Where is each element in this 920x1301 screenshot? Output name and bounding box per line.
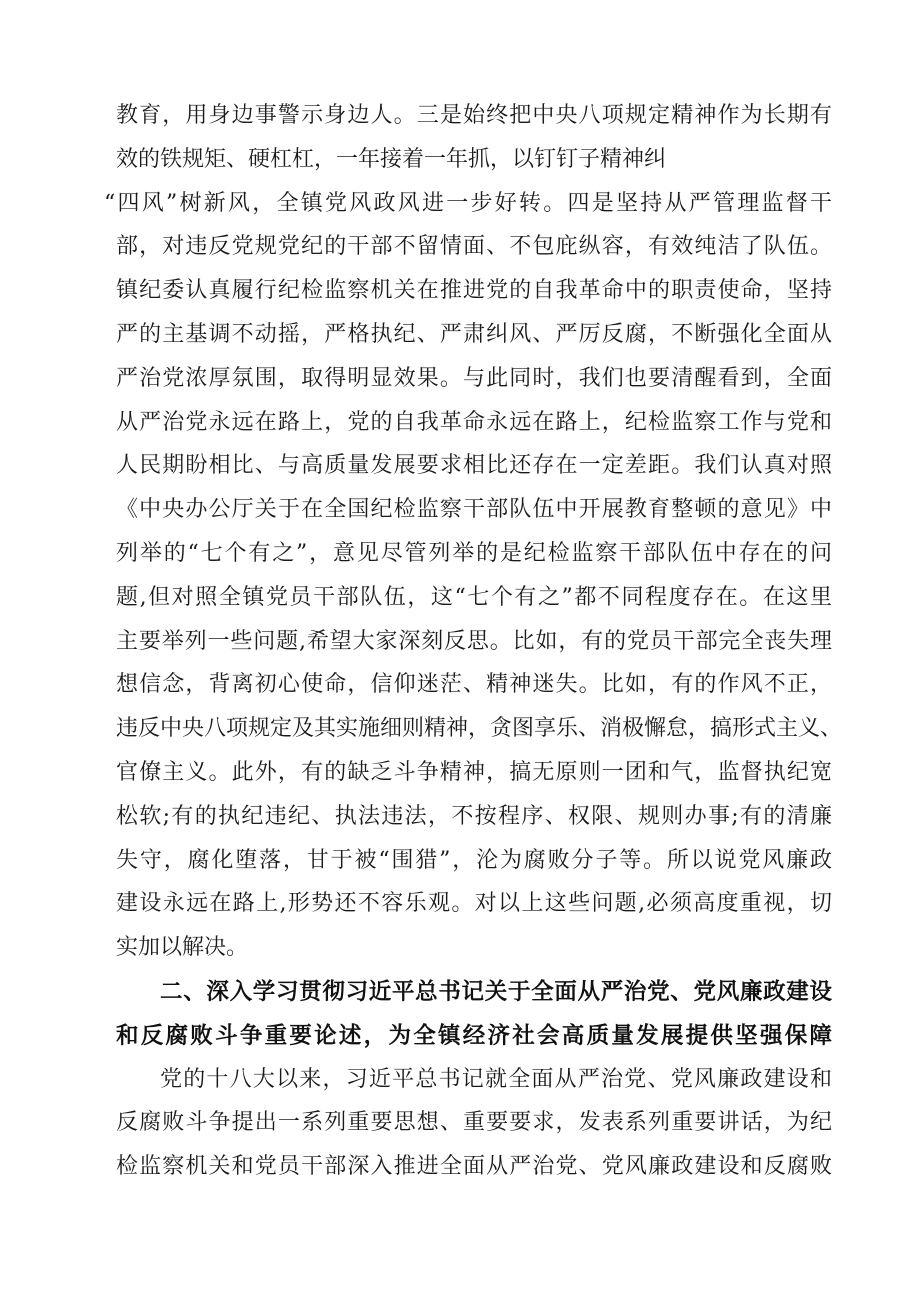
body-text-line: 严的主基调不动摇，严格执纪、严肃纠风、严厉反腐，不断强化全面从 [116,322,832,347]
body-text-line: 效的铁规矩、硬杠杠，一年接着一年抓，以钉钉子精神纠 [116,147,667,172]
section-heading: 二、深入学习贯彻习近平总书记关于全面从严治党、党风廉政建设 [160,979,832,1005]
body-text-line: 列举的“七个有之”，意见尽管列举的是纪检监察干部队伍中存在的问 [116,541,832,566]
body-text-line: 松软;有的执纪违纪、执法违法，不按程序、权限、规则办事;有的清廉 [116,804,832,829]
body-text-line: 违反中央八项规定及其实施细则精神，贪图享乐、消极懈怠，搞形式主义、 [116,716,843,741]
section-heading: 和反腐败斗争重要论述，为全镇经济社会高质量发展提供坚强保障 [116,1023,832,1049]
body-text-line: 人民期盼相比、与高质量发展要求相比还存在一定差距。我们认真对照 [116,453,832,478]
body-text-line: 建设永远在路上,形势还不容乐观。对以上这些问题,必须高度重视，切 [116,891,832,916]
body-text-line: 主要举列一些问题,希望大家深刻反思。比如，有的党员干部完全丧失理 [116,629,832,654]
body-text-line: 党的十八大以来，习近平总书记就全面从严治党、党风廉政建设和 [160,1067,832,1092]
body-text-line: 失守，腐化堕落，甘于被“围猎”，沦为腐败分子等。所以说党风廉政 [116,848,832,873]
body-text-line: 题,但对照全镇党员干部队伍，这“七个有之”都不同程度存在。在这里 [116,585,832,610]
body-text-line: 教育，用身边事警示身边人。三是始终把中央八项规定精神作为长期有 [116,103,832,128]
body-text-line: 官僚主义。此外，有的缺乏斗争精神，搞无原则一团和气，监督执纪宽 [116,760,832,785]
body-text-line: 反腐败斗争提出一系列重要思想、重要要求，发表系列重要讲话，为纪 [116,1110,832,1135]
body-text-line: 《中央办公厅关于在全国纪检监察干部队伍中开展教育整顿的意见》中 [116,497,832,522]
body-text-line: 检监察机关和党员干部深入推进全面从严治党、党风廉政建设和反腐败 [116,1154,832,1179]
body-text-line: 镇纪委认真履行纪检监察机关在推进党的自我革命中的职责使命，坚持 [116,278,832,303]
body-text-line: 严治党浓厚氛围，取得明显效果。与此同时，我们也要清醒看到，全面 [116,366,832,391]
body-text-line: 部，对违反党规党纪的干部不留情面、不包庇纵容，有效纯洁了队伍。 [116,234,832,259]
body-text-line: “四风”树新风，全镇党风政风进一步好转。四是坚持从严管理监督干 [104,191,832,216]
body-text-line: 想信念，背离初心使命，信仰迷茫、精神迷失。比如，有的作风不正， [116,672,832,697]
body-text-line: 实加以解决。 [116,935,249,960]
body-text-line: 从严治党永远在路上，党的自我革命永远在路上，纪检监察工作与党和 [116,410,832,435]
